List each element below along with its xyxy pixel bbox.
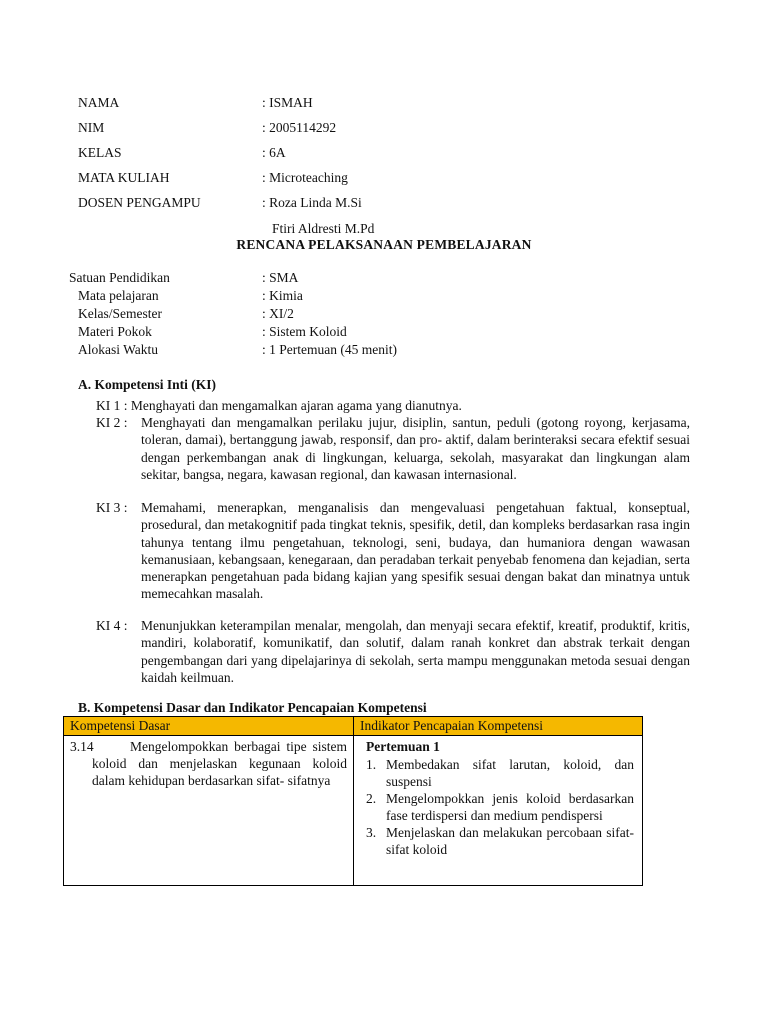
meeting-label: Pertemuan 1 [366,739,440,754]
identity-label-kelas: KELAS [78,145,122,160]
identity-value-nim: : 2005114292 [262,120,337,135]
ki-2-text: Menghayati dan mengamalkan perilaku jujur, disiplin, santun, peduli (gotong royong, kerjasama, toleran, damai), bertanggung jawab, responsif, dan pro- aktif, dalam berinteraksi secara efektif sesuai dengan perkembangan anak di lingkungan, keluarga, sekolah, masyarakat dan lingkungan alam sekitar, bangsa, negara, kawasan regional, dan kawasan internasional. [141,415,690,482]
ki-4-text: Menunjukkan keterampilan menalar, mengolah, dan menyaji secara efektif, kreatif, produktif, kritis, mandiri, kolaboratif, komunikatif, dan solutif, dalam ranah konkret dan abstrak terkait dengan pengembangan dari yang dipelajarinya di sekolah, serta mampu menggunakan metoda sesuai dengan kaidah keilmuan. [141,618,690,685]
indicator-list [360,756,636,858]
detail-value-alokasi: : 1 Pertemuan (45 menit) [262,342,397,357]
ki-3-label: KI 3 [96,500,121,515]
identity-value-kelas: : 6A [262,145,286,160]
detail-value-kelas: : XI/2 [262,306,294,321]
detail-value-satuan: : SMA [262,270,299,285]
header-indikator: Indikator Pencapaian Kompetensi [354,717,643,736]
kd-text: Mengelompokkan berbagai tipe sistem koloid dan menjelaskan kegunaan koloid dalam kehidupan berdasarkan sifat- sifatnya [92,739,347,788]
list-item: 2. Mengelompokkan jenis koloid berdasarkan fase terdispersi dan medium pendispersi [366,791,634,823]
competency-table [63,716,643,886]
ki-3-text: Memahami, menerapkan, menganalisis dan mengevaluasi pengetahuan faktual, konseptual, prosedural, dan metakognitif pada tingkat teknis, spesifik, detil, dan kompleks berdasarkan rasa ingin tahunya tentang ilmu pengetahuan, teknologi, seni, budaya, dan humaniora dengan wawasan kemanusiaan, kebangsaan, kenegaraan, dan peradaban terkait penyebab fenomena dan kejadian, serta menerapkan pengetahuan pada bidang kajian yang spesifik sesuai dengan bakat dan minatnya untuk memecahkan masalah. [141,500,690,602]
detail-label-mapel: Mata pelajaran [78,288,159,303]
section-b-heading: B. Kompetensi Dasar dan Indikator Pencapaian Kompetensi [78,700,427,715]
detail-label-satuan: Satuan Pendidikan [69,270,170,285]
section-a-heading: A. Kompetensi Inti (KI) [78,377,216,392]
detail-value-mapel: : Kimia [262,288,303,303]
identity-value-dosen: : Roza Linda M.Si [262,195,362,210]
ki-2-label: KI 2 [96,415,121,430]
list-item: 1. Membedakan sifat larutan, koloid, dan suspensi [366,757,634,789]
document-title: RENCANA PELAKSANAAN PEMBELAJARAN [236,237,532,252]
identity-label-nama: NAMA [78,95,120,110]
identity-value-mata-kuliah: : Microteaching [262,170,348,185]
detail-value-materi: : Sistem Koloid [262,324,347,339]
identity-value-nama: : ISMAH [262,95,313,110]
ki-1-label: KI 1 [96,398,121,413]
document-page: NAMA : ISMAH NIM : 2005114292 KELAS : 6A MATA KULIAH : Microteaching DOSEN PENGAMPU : Roza Linda M.Si Ftiri Aldresti M.Pd RENCANA PELAKSANAAN PEMBELAJARAN Satuan Pendidikan : SMA Mata pelajaran : Kimia Kelas/Semester : XI/2 Materi Pokok : Sistem Koloid Alokasi Waktu : 1 Pertemuan (45 menit) A. Kompetensi Inti (KI) KI 1 : Menghayati dan mengamalkan ajaran agama yang dianutnya. KI 2 : Menghayati dan mengamalkan perilaku jujur, disiplin, santun, peduli (gotong royong, kerjasama, toleran, damai), bertanggung jawab, responsif, dan pro- aktif, dalam berinteraksi secara efektif sesuai dengan perkembangan anak di lingkungan, keluarga, sekolah, masyarakat dan lingkungan alam sekitar, bangsa, negara, kawasan regional, dan kawasan internasional. KI 3 : Memahami, menerapkan, menganalisis dan mengevaluasi pengetahuan faktual, konseptual, prosedural, dan metakognitif pada tingkat teknis, spesifik, detil, dan kompleks berdasarkan rasa ingin tahunya tentang ilmu pengetahuan, teknologi, seni, budaya, dan humaniora dengan wawasan kemanusiaan, kebangsaan, kenegaraan, dan peradaban terkait penyebab fenomena dan kejadian, serta menerapkan pengetahuan pada bidang kajian yang spesifik sesuai dengan bakat dan minatnya untuk memecahkan masalah. KI 4 : Menunjukkan keterampilan menalar, mengolah, dan menyaji secara efektif, kreatif, produktif, kritis, mandiri, kolaboratif, komunikatif, dan solutif, dalam ranah konkret dan abstrak terkait dengan pengembangan dari yang dipelajarinya di sekolah, serta mampu menggunakan metoda sesuai dengan kaidah keilmuan. B. Kompetensi Dasar dan Indikator Pencapaian Kompetensi Kompetensi Dasar Indikator Pencapaian Kompetensi 3.14 Mengelompokkan berbagai tipe sistem koloid dan menjelaskan kegunaan koloid dalam kehidupan berdasarkan sifat- sifatnya Pertemuan 1 1. Membedakan sifat larutan, koloid, dan suspensi 2. Mengelompokkan jenis koloid berdasarkan fase terdispersi dan medium pendispersi 3. Menjelaskan dan melakukan percobaan sifat-sifat koloid [0,0,768,1024]
list-item: 3. Menjelaskan dan melakukan percobaan sifat-sifat koloid [366,825,634,857]
ki-1-text: Menghayati dan mengamalkan ajaran agama yang dianutnya. [130,398,462,413]
ki-4-label: KI 4 [96,618,121,633]
identity-label-dosen: DOSEN PENGAMPU [78,195,201,210]
ki-1: KI 1 : Menghayati dan mengamalkan ajaran agama yang dianutnya. [96,398,462,413]
header-kompetensi-dasar: Kompetensi Dasar [64,717,354,736]
identity-label-mata-kuliah: MATA KULIAH [78,170,170,185]
identity-label-nim: NIM [78,120,105,135]
table-row [64,736,643,886]
detail-label-materi: Materi Pokok [78,324,152,339]
identity-value-dosen-2: Ftiri Aldresti M.Pd [272,221,375,236]
indicator-cell [354,736,643,886]
detail-label-kelas: Kelas/Semester [78,306,162,321]
table-header-row [64,717,643,736]
kd-number: 3.14 [70,739,94,754]
kd-cell [64,736,354,886]
detail-label-alokasi: Alokasi Waktu [78,342,159,357]
